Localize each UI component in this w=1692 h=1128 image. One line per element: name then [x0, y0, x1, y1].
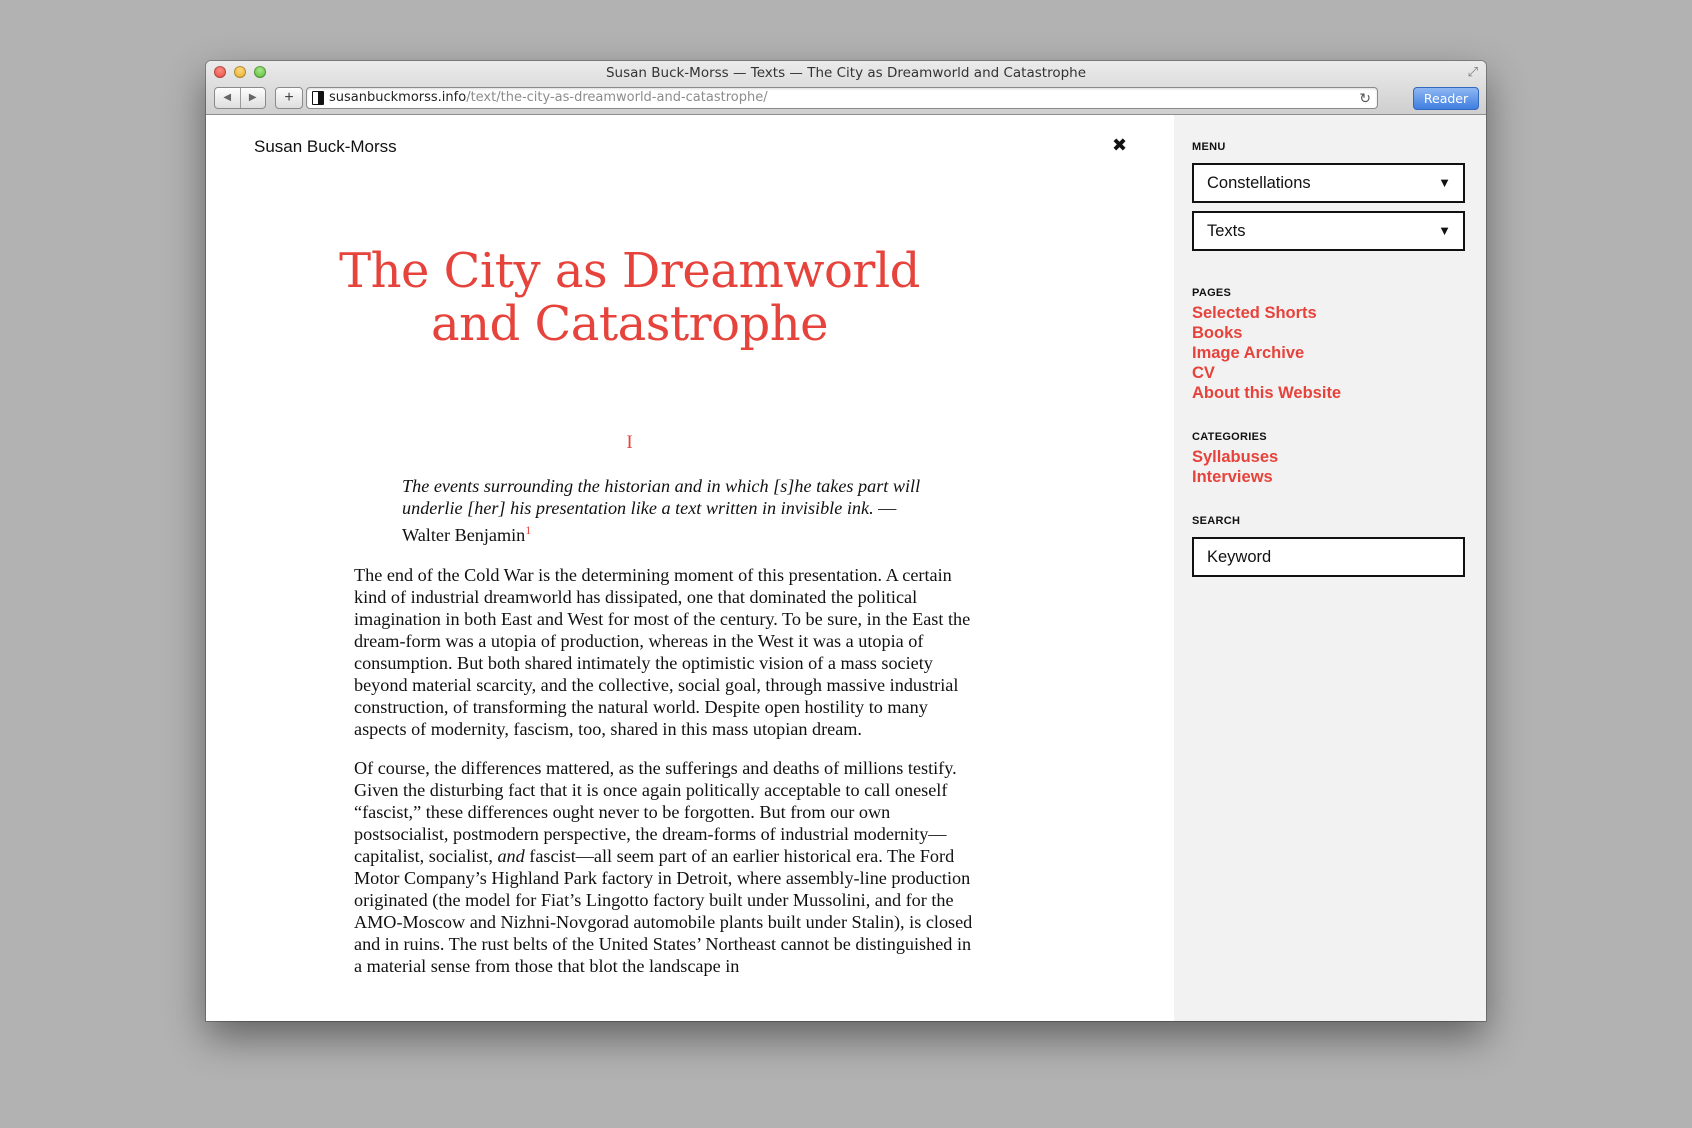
categories-heading: CATEGORIES: [1192, 431, 1267, 443]
texts-dropdown[interactable]: [1192, 211, 1465, 251]
page-link-cv[interactable]: CV: [1192, 364, 1215, 382]
page-link-about[interactable]: About this Website: [1192, 384, 1342, 402]
site-favicon-icon: [312, 91, 324, 105]
site-name-link[interactable]: Susan Buck-Morss: [254, 137, 397, 156]
epigraph-attribution: —Walter Benjamin: [402, 498, 897, 545]
plus-icon[interactable]: +: [275, 87, 303, 109]
reload-icon[interactable]: ↻: [1359, 90, 1371, 106]
back-forward-group: [214, 87, 266, 109]
browser-window: [206, 61, 1486, 1021]
page-link-selected-shorts[interactable]: Selected Shorts: [1192, 304, 1317, 322]
forward-arrow-icon[interactable]: ▶: [248, 92, 257, 103]
paragraph-emphasis: and: [497, 846, 525, 866]
article-pane: [206, 115, 1174, 1021]
paragraph: The end of the Cold War is the determining moment of this presentation. A certain kind of industrial dreamworld has dissipated, one that dominated the political imagination in both East and West for most of the century. To be sure, in the East the dream-form was a utopia of production, whereas in the West it was a utopia of consumption. But both shared intimately the optimistic vision of a mass society beyond material scarcity, and the collective, social goal, through massive industrial construction, of transforming the natural world. Despite open hostility to many aspects of modernity, fascism, too, shared in this mass utopian dream.: [354, 565, 971, 739]
dropdown-label: Texts: [1207, 222, 1246, 240]
url-host: susanbuckmorss.info: [329, 90, 467, 105]
paragraph-text: fascist—all seem part of an earlier historical era. The Ford Motor Company’s Highland Park factory in Detroit, where assembly-line production originated (the model for Fiat’s Lingotto factory built under Mussolini, and for the AMO-Moscow and Nizhni-Novgorad automobile plants built under Stalin), is closed and in ruins. The rust belts of the United States’ Northeast cannot be distinguished in a material sense from those that blot the landscape in: [354, 846, 973, 976]
epigraph-quote: The events surrounding the historian and in which [s]he takes part will underlie [her] his presentation like a text written in invisible ink.: [402, 476, 921, 518]
sidebar: [1174, 115, 1486, 1021]
category-link-interviews[interactable]: Interviews: [1192, 468, 1273, 486]
search-box: [1192, 537, 1465, 577]
window-title: Susan Buck-Morss — Texts — The City as Dreamworld and Catastrophe: [605, 65, 1087, 81]
page-link-image-archive[interactable]: Image Archive: [1192, 344, 1305, 362]
search-input[interactable]: [1194, 539, 1463, 575]
close-icon[interactable]: ✖: [1112, 135, 1128, 155]
category-link-syllabuses[interactable]: Syllabuses: [1192, 448, 1279, 466]
url-text[interactable]: [329, 90, 768, 105]
article-body: [354, 564, 974, 994]
page-link-books[interactable]: Books: [1192, 324, 1243, 342]
url-path: /text/the-city-as-dreamworld-and-catastrophe/: [466, 90, 768, 105]
fullscreen-icon[interactable]: ⤢: [1467, 64, 1478, 79]
web-page: [206, 115, 1486, 1021]
epigraph: [402, 475, 932, 546]
paragraph-text: Of course, the differences mattered, as the sufferings and deaths of millions testify. Given the disturbing fact that it is once again politically acceptable to call oneself “fascist,” these differences ought never to be forgotten. But from our own postsocialist, postmodern perspective, the dream-forms of industrial modernity—capitalist, socialist,: [354, 758, 957, 866]
address-bar[interactable]: [306, 87, 1378, 109]
footnote-reference[interactable]: 1: [525, 523, 532, 537]
search-heading: SEARCH: [1192, 515, 1241, 527]
reader-button[interactable]: Reader: [1413, 87, 1479, 110]
browser-toolbar: [206, 61, 1486, 115]
section-number: I: [626, 432, 633, 453]
categories-list: [1192, 447, 1278, 487]
triangle-down-icon: ▼: [1438, 175, 1451, 190]
back-arrow-icon[interactable]: ◀: [215, 88, 241, 108]
paragraph: [354, 757, 974, 977]
pages-heading: PAGES: [1192, 287, 1232, 299]
constellations-dropdown[interactable]: [1192, 163, 1465, 203]
pages-list: [1192, 303, 1341, 403]
menu-heading: MENU: [1192, 141, 1226, 153]
article-title: The City as Dreamworld and Catastrophe: [339, 243, 920, 352]
dropdown-label: Constellations: [1207, 174, 1311, 192]
triangle-down-icon: ▼: [1438, 223, 1451, 238]
